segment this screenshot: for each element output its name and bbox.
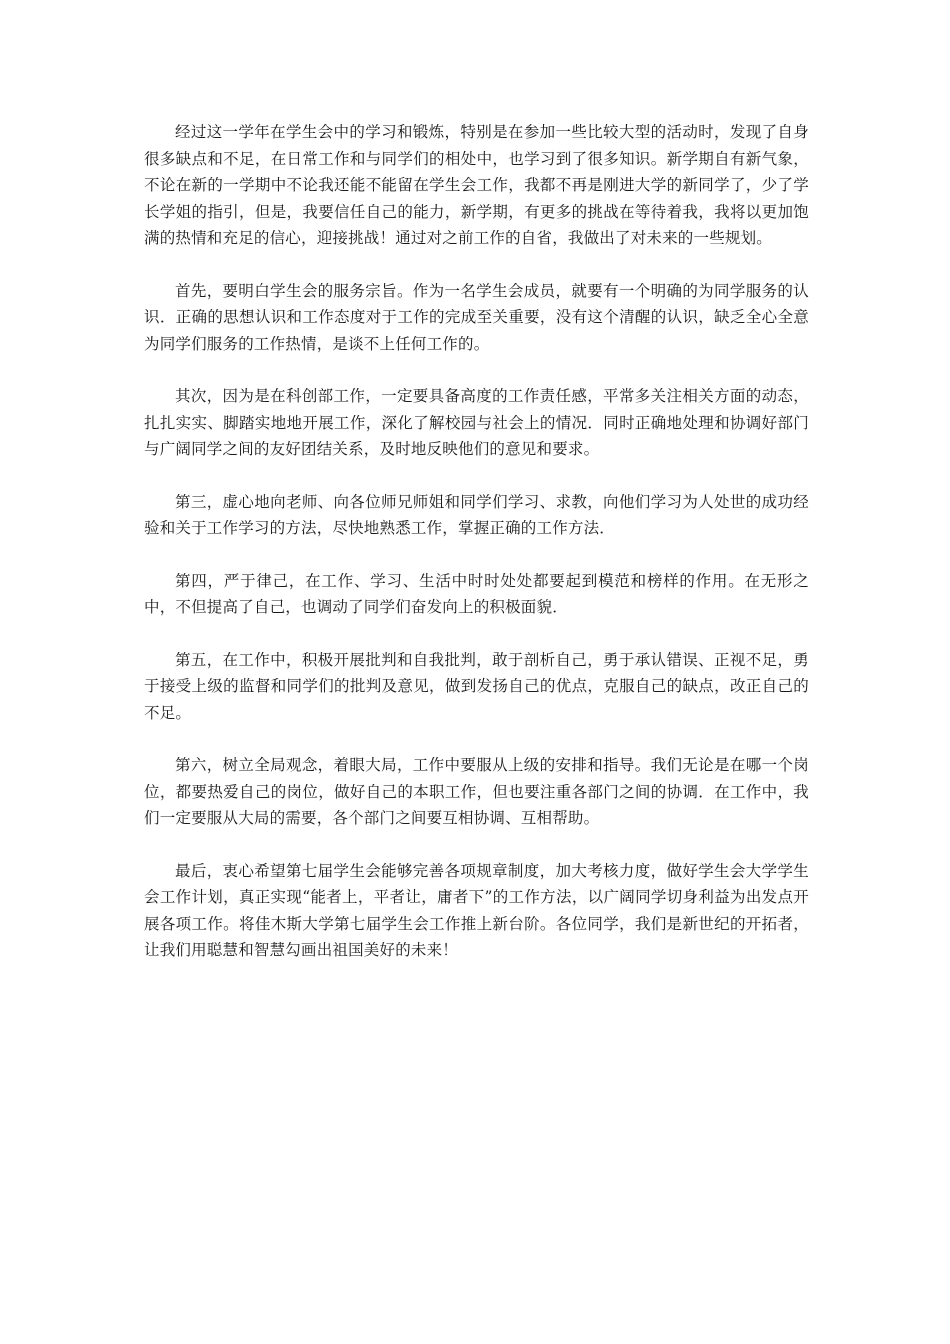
paragraph-fifth: 第五，在工作中，积极开展批判和自我批判，敢于剖析自己，勇于承认错误、正视不足，勇于接受上级的监督和同学们的批判及意见，做到发扬自己的优点，克服自己的缺点，改正自己的不足。 (144, 650, 809, 722)
paragraph-second: 其次，因为是在科创部工作，一定要具备高度的工作责任感，平常多关注相关方面的动态，扎扎实实、脚踏实地地开展工作，深化了解校园与社会上的情况．同时正确地处理和协调好部门与广阔同学之间的友好团结关系，及时地反映他们的意见和要求。 (144, 387, 809, 458)
paragraph-fourth: 第四，严于律己，在工作、学习、生活中时时处处都要起到模范和榜样的作用。在无形之中，不但提高了自己，也调动了同学们奋发向上的积极面貌． (144, 571, 809, 616)
document-body (144, 119, 809, 990)
paragraph-first: 首先，要明白学生会的服务宗旨。作为一名学生会成员，就要有一个明确的为同学服务的认识．正确的思想认识和工作态度对于工作的完成至关重要，没有这个清醒的认识，缺乏全心全意为同学们服务的工作热情，是谈不上任何工作的。 (144, 281, 809, 353)
paragraph-sixth: 第六，树立全局观念，着眼大局，工作中要服从上级的安排和指导。我们无论是在哪一个岗位，都要热爱自己的岗位，做好自己的本职工作，但也要注重各部门之间的协调．在工作中，我们一定要服从大局的需要，各个部门之间要互相协调、互相帮助。 (144, 756, 809, 827)
paragraph-final: 最后，衷心希望第七届学生会能够完善各项规章制度，加大考核力度，做好学生会大学学生会工作计划，真正实现“能者上，平者让，庸者下”的工作方法，以广阔同学切身利益为出发点开展各项工作。将佳木斯大学第七届学生会工作推上新台阶。各位同学，我们是新世纪的开拓者，让我们用聪慧和智慧勾画出祖国美好的未来！ (144, 861, 809, 959)
paragraph-intro: 经过这一学年在学生会中的学习和锻炼，特别是在参加一些比较大型的活动时，发现了自身很多缺点和不足，在日常工作和与同学们的相处中，也学习到了很多知识。新学期自有新气象，不论在新的一学期中不论我还能不能留在学生会工作，我都不再是刚进大学的新同学了，少了学长学姐的指引，但是，我要信任自己的能力，新学期，有更多的挑战在等待着我，我将以更加饱满的热情和充足的信心，迎接挑战！通过对之前工作的自省，我做出了对未来的一些规划。 (144, 123, 809, 247)
paragraph-third: 第三，虚心地向老师、向各位师兄师姐和同学们学习、求教，向他们学习为人处世的成功经验和关于工作学习的方法，尽快地熟悉工作，掌握正确的工作方法． (144, 492, 809, 537)
